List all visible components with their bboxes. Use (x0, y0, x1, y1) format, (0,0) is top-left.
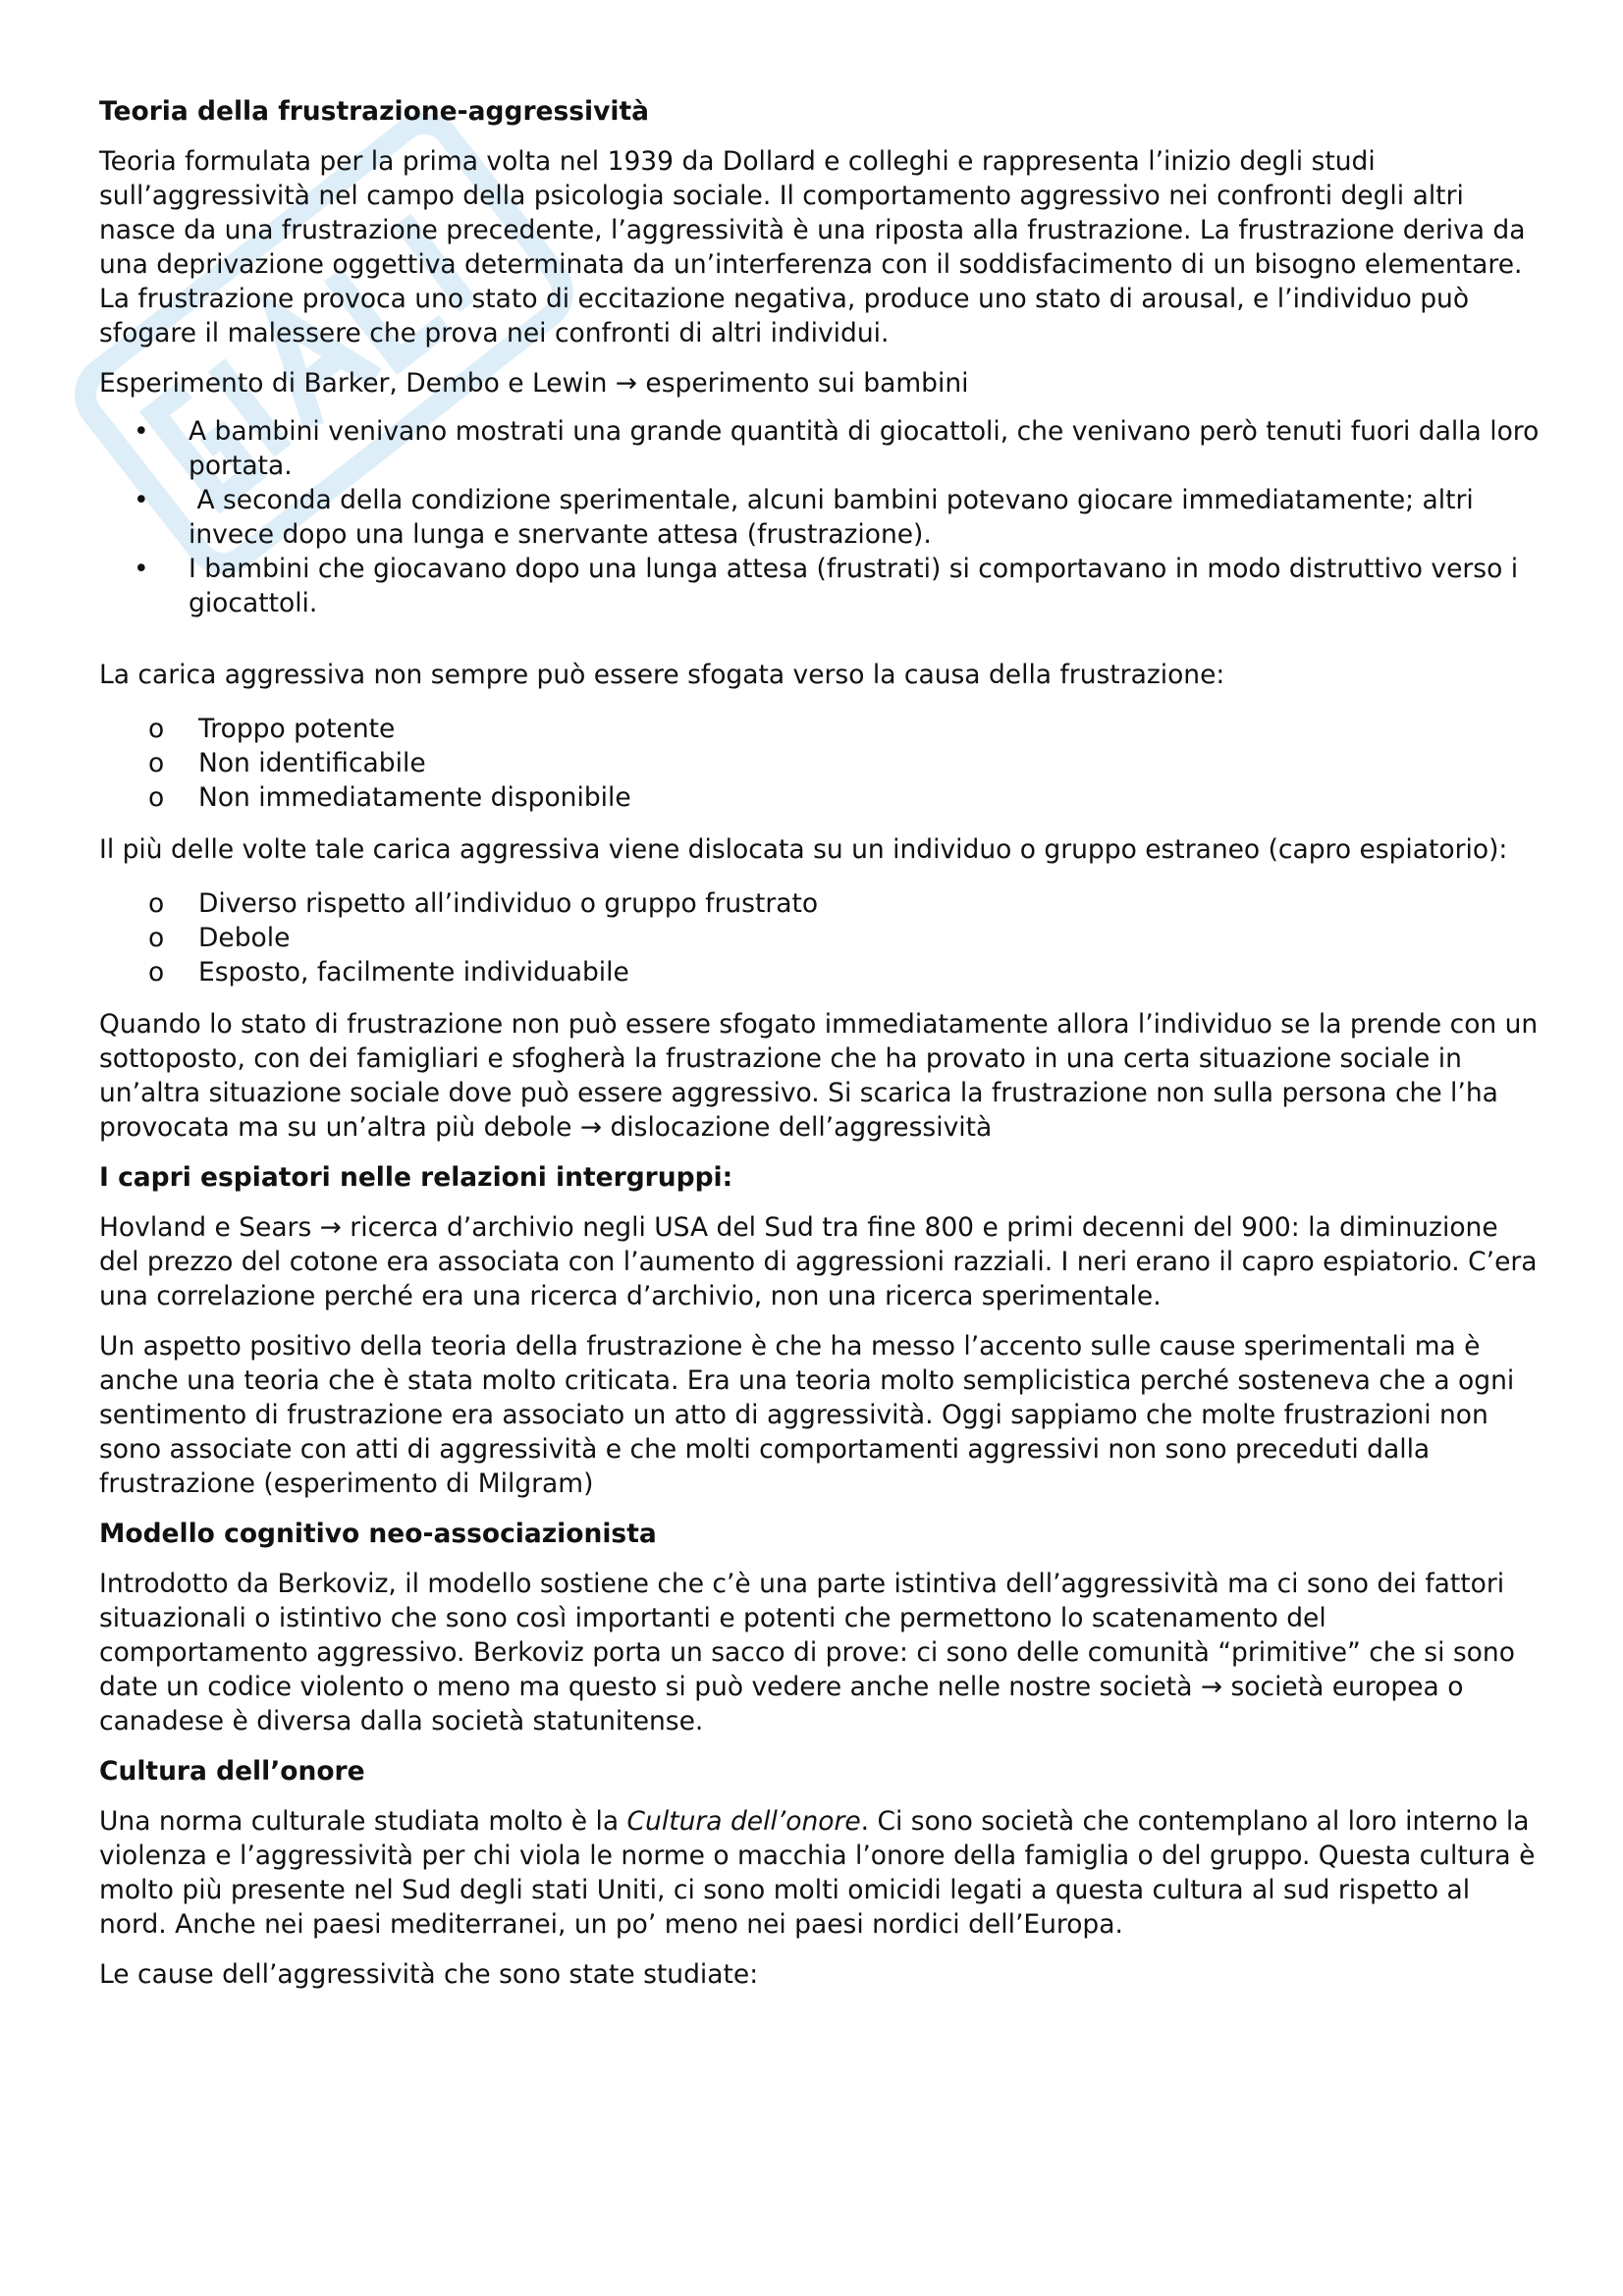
list-item (99, 921, 1542, 955)
bullet-marker: • (134, 554, 149, 584)
list-item-text: Troppo potente (198, 714, 396, 744)
paragraph-scapegoat-intro: Il più delle volte tale carica aggressiva viene dislocata su un individuo o gruppo estraneo (capro espiatorio): (99, 834, 1508, 865)
paragraph-causes-intro: Le cause dell’aggressività che sono state studiate: (99, 1959, 759, 1990)
text-run: . Ci sono società che contemplano al loro interno la violenza e l’aggressività per chi viola le norme o macchia l’onore della famiglia o del gruppo. Questa cultura è molto più presente nel Sud degli stati Uniti, ci sono molti omicidi legati a questa cultura al sud rispetto al nord. Anche nei paesi mediterranei, un po’ meno nei paesi nordici dell’Europa. (99, 1806, 1536, 1940)
list-item-text: Esposto, facilmente individuabile (198, 957, 629, 988)
bullet-marker: • (134, 416, 149, 447)
list-item-text: I bambini che giocavano dopo una lunga attesa (frustrati) si comportavano in modo distruttivo verso i giocattoli. (189, 554, 1519, 618)
section-title-frustration-aggression: Teoria della frustrazione-aggressività (99, 96, 650, 127)
list-item (99, 483, 1542, 552)
list-item-text: A seconda della condizione sperimentale, alcuni bambini potevano giocare immediatamente; altri invece dopo una lunga e snervante attesa (frustrazione). (189, 485, 1483, 550)
section-title-culture-of-honor: Cultura dell’onore (99, 1756, 365, 1787)
list-item (99, 414, 1542, 483)
list-item (99, 746, 1542, 780)
list-item-text: Debole (198, 923, 291, 953)
circle-marker: o (148, 714, 165, 744)
scapegoat-circle-list (99, 886, 1542, 989)
bullet-marker: • (134, 485, 149, 515)
list-item (99, 886, 1542, 921)
list-item-text: A bambini venivano mostrati una grande quantità di giocattoli, che venivano però tenuti fuori dalla loro portata. (189, 416, 1540, 481)
paragraph-critique: Un aspetto positivo della teoria della frustrazione è che ha messo l’accento sulle cause sperimentali ma è anche una teoria che è stata molto criticata. Era una teoria molto semplicistica perché sosteneva che a ogni sentimento di frustrazione era associato un atto di aggressività. Oggi sappiamo che molte frustrazioni non sono associate con atti di aggressività e che molti comportamenti aggressivi non sono preceduti dalla frustrazione (esperimento di Milgram) (99, 1331, 1515, 1499)
paragraph-culture-of-honor (99, 1804, 1542, 1942)
list-item-text: Diverso rispetto all’individuo o gruppo frustrato (198, 888, 819, 919)
list-item (99, 780, 1542, 815)
emphasis-culture-of-honor: Cultura dell’onore (626, 1806, 861, 1837)
paragraph-experiment-intro: Esperimento di Barker, Dembo e Lewin → esperimento sui bambini (99, 368, 969, 399)
circle-marker: o (148, 923, 165, 953)
section-title-neo-associationist: Modello cognitivo neo-associazionista (99, 1519, 657, 1549)
list-item (99, 955, 1542, 989)
paragraph-charge-intro: La carica aggressiva non sempre può essere sfogata verso la causa della frustrazione: (99, 660, 1225, 690)
document-page (99, 94, 1542, 2007)
list-item (99, 712, 1542, 746)
list-item-text: Non identificabile (198, 748, 426, 778)
paragraph-berkoviz: Introdotto da Berkoviz, il modello sostiene che c’è una parte istintiva dell’aggressività ma ci sono dei fattori situazionali o istintivo che sono così importanti e potenti che permettono lo scatenamento del comportamento aggressivo. Berkoviz porta un sacco di prove: ci sono delle comunità “primitive” che si sono date un codice violento o meno ma questo si può vedere anche nelle nostre società → società europea o canadese è diversa dalla società statunitense. (99, 1569, 1515, 1736)
paragraph-displacement: Quando lo stato di frustrazione non può essere sfogato immediatamente allora l’individuo se la prende con un sottoposto, con dei famigliari e sfogherà la frustrazione che ha provato in una certa situazione sociale in un’altra situazione sociale dove può essere aggressivo. Si scarica la frustrazione non sulla persona che l’ha provocata ma su un’altra più debole → dislocazione dell’aggressività (99, 1009, 1539, 1143)
circle-marker: o (148, 957, 165, 988)
circle-marker: o (148, 782, 165, 813)
list-item-text: Non immediatamente disponibile (198, 782, 631, 813)
text-run: Una norma culturale studiata molto è la (99, 1806, 627, 1837)
circle-marker: o (148, 888, 165, 919)
paragraph-hovland-sears: Hovland e Sears → ricerca d’archivio negli USA del Sud tra fine 800 e primi decenni del 900: la diminuzione del prezzo del cotone era associata con l’aumento di aggressioni razziali. I neri erano il capro espiatorio. C’era una correlazione perché era una ricerca d’archivio, non una ricerca sperimentale. (99, 1212, 1538, 1311)
charge-circle-list (99, 712, 1542, 815)
list-item (99, 552, 1542, 620)
experiment-bullet-list (99, 414, 1542, 620)
circle-marker: o (148, 748, 165, 778)
section-title-scapegoats: I capri espiatori nelle relazioni intergruppi: (99, 1162, 733, 1193)
paragraph-theory-intro: Teoria formulata per la prima volta nel 1939 da Dollard e colleghi e rappresenta l’inizio degli studi sull’aggressività nel campo della psicologia sociale. Il comportamento aggressivo nei confronti degli altri nasce da una frustrazione precedente, l’aggressività è una riposta alla frustrazione. La frustrazione deriva da una deprivazione oggettiva determinata da un’interferenza con il soddisfacimento di un bisogno elementare. La frustrazione provoca uno stato di eccitazione negativa, produce uno stato di arousal, e l’individuo può sfogare il malessere che prova nei confronti di altri individui. (99, 146, 1526, 348)
